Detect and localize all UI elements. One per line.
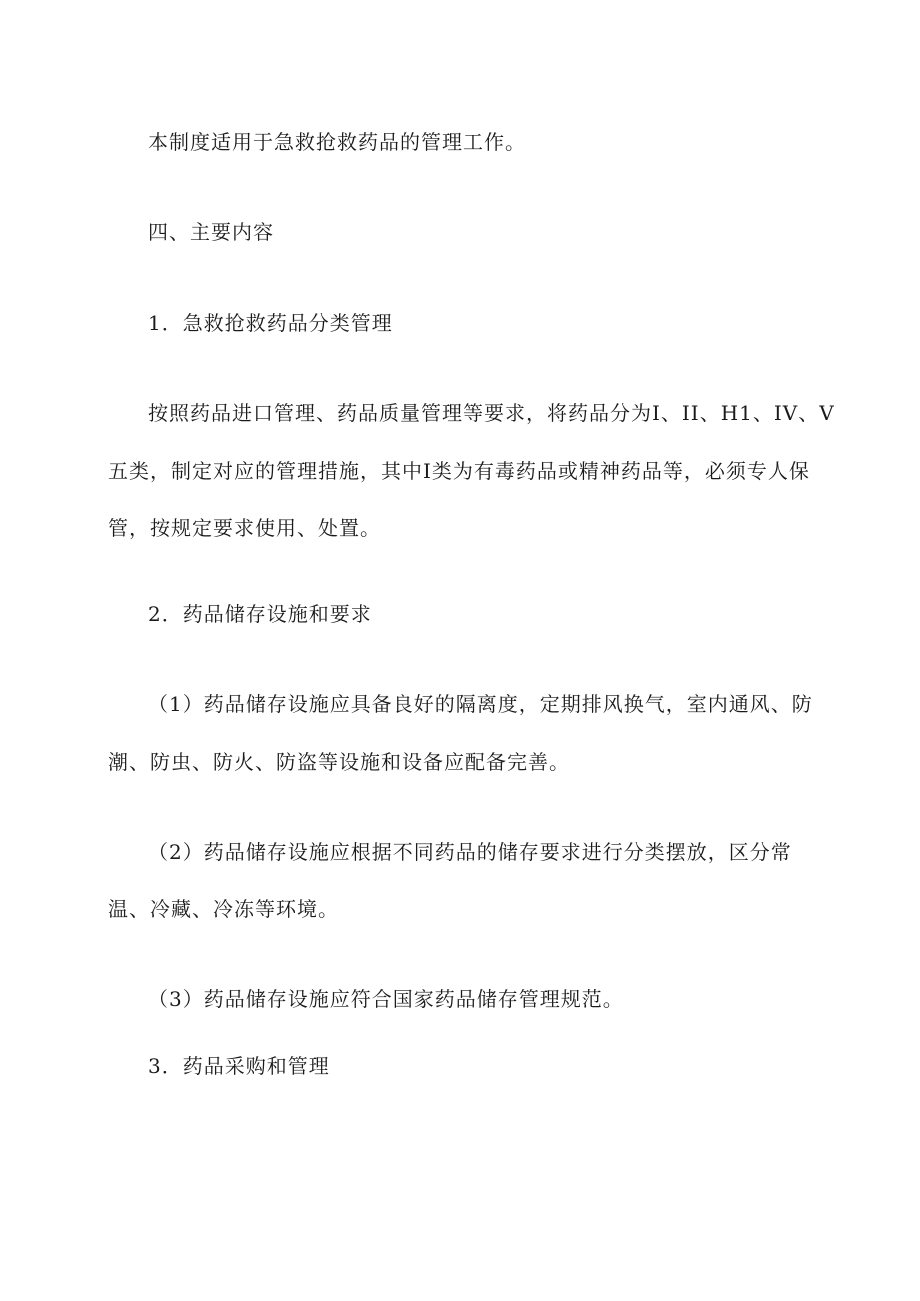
item2-sub1-line1: （1）药品储存设施应具备良好的隔离度，定期排风换气，室内通风、防	[148, 692, 813, 716]
item2-heading: 2．药品储存设施和要求	[148, 602, 372, 626]
item3-heading: 3．药品采购和管理	[148, 1054, 330, 1078]
item1-paragraph-line3: 管，按规定要求使用、处置。	[108, 516, 381, 540]
scope-paragraph: 本制度适用于急救抢救药品的管理工作。	[148, 130, 526, 154]
item2-sub2-line1: （2）药品储存设施应根据不同药品的储存要求进行分类摆放，区分常	[148, 840, 792, 864]
item1-paragraph-line2: 五类，制定对应的管理措施，其中I类为有毒药品或精神药品等，必须专人保	[108, 459, 810, 483]
item2-sub1-line2: 潮、防虫、防火、防盗等设施和设备应配备完善。	[108, 750, 570, 774]
section-heading: 四、主要内容	[148, 220, 274, 244]
item2-sub3-line1: （3）药品储存设施应符合国家药品储存管理规范。	[148, 987, 624, 1011]
item2-sub2-line2: 温、冷藏、冷冻等环境。	[108, 897, 339, 921]
item1-heading: 1．急救抢救药品分类管理	[148, 311, 393, 335]
item1-paragraph-line1: 按照药品进口管理、药品质量管理等要求，将药品分为I、II、H1、IV、V	[148, 401, 835, 425]
